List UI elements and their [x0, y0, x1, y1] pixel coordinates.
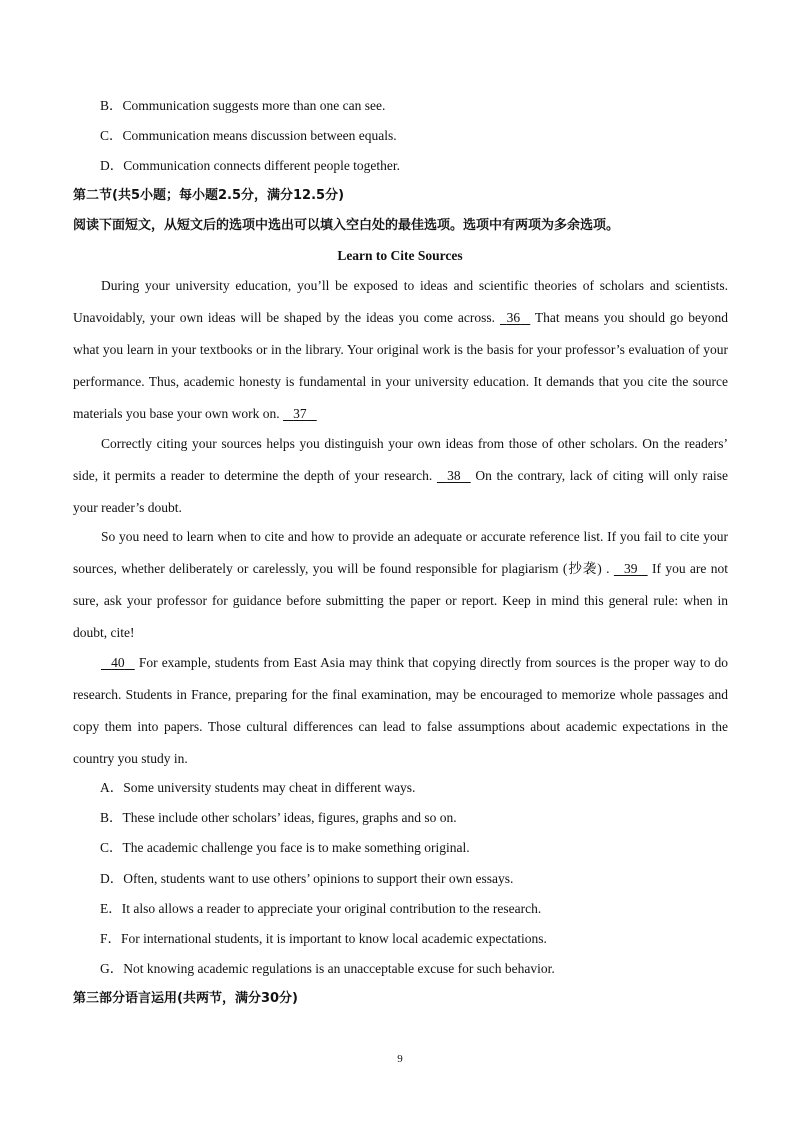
paragraph-4	[73, 647, 728, 775]
paragraph-2-part-b: On the contrary, lack of citing will only raise your reader’s doubt.	[73, 468, 729, 515]
answer-option-f: F．For international students, it is important to know local academic expectations.	[100, 931, 547, 946]
paragraph-3-part-b: If you are not sure, ask your professor for guidance before submitting the paper or report. Keep in mind this general rule: when in doubt, cite!	[73, 561, 729, 640]
blank-36-number: 36	[506, 310, 521, 325]
blank-40-number: 40	[111, 655, 125, 670]
answer-option-a: A．Some university students may cheat in different ways.	[100, 780, 416, 795]
paragraph-1	[73, 270, 728, 430]
blank-38	[437, 460, 471, 492]
blank-40	[101, 647, 135, 679]
answer-option-b: B．These include other scholars’ ideas, figures, graphs and so on.	[100, 810, 457, 825]
paragraph-2	[73, 428, 728, 524]
blank-37-number: 37	[293, 406, 307, 421]
page-number: 9	[397, 1053, 403, 1065]
passage-title: Learn to Cite Sources	[337, 248, 463, 263]
blank-36	[500, 302, 530, 334]
paragraph-2-part-a: Correctly citing your sources helps you distinguish your own ideas from those of other scholars. On the readers’ side, it permits a reader to determine the depth of your research.	[73, 436, 728, 483]
paragraph-3	[73, 521, 728, 649]
paragraph-3-part-a: So you need to learn when to cite and how to provide an adequate or accurate reference list. If you fail to cite your sources, whether deliberately or carelessly, you will be found responsible for plagiarism (抄袭) .	[73, 529, 728, 576]
blank-38-number: 38	[447, 468, 461, 483]
section3-heading: 第三部分语言运用(共两节，满分30分)	[73, 991, 298, 1006]
prev-option-c: C．Communication means discussion between equals.	[100, 128, 397, 143]
paragraph-1-part-a: During your university education, you’ll be exposed to ideas and scientific theories of scholars and scientists. Unavoidably, your own ideas will be shaped by the ideas you come across.	[73, 278, 728, 325]
prev-option-b: B．Communication suggests more than one can see.	[100, 98, 386, 113]
prev-option-d: D．Communication connects different people together.	[100, 158, 401, 173]
section2-heading: 第二节(共5小题；每小题2.5分，满分12.5分)	[73, 188, 345, 203]
blank-39	[614, 553, 648, 585]
blank-39-number: 39	[624, 561, 638, 576]
answer-option-c: C．The academic challenge you face is to make something original.	[100, 840, 470, 855]
paragraph-1-part-b: That means you should go beyond what you learn in your textbooks or in the library. Your original work is the basis for your professor’s evaluation of your performance. Thus, academic honesty is fundamental in your university education. It demands that you cite the source materials you base your own work on.	[73, 310, 728, 421]
blank-37	[283, 398, 317, 430]
answer-option-d: D．Often, students want to use others’ opinions to support their own essays.	[100, 871, 514, 886]
answer-option-g: G．Not knowing academic regulations is an unacceptable excuse for such behavior.	[100, 961, 555, 976]
answer-option-e: E．It also allows a reader to appreciate your original contribution to the research.	[100, 901, 542, 916]
paragraph-4-part-b: For example, students from East Asia may think that copying directly from sources is the proper way to do research. Students in France, preparing for the final examination, may be encouraged to memorize whole passages and copy them into papers. Those cultural differences can lead to false assumptions about academic expectations in the country you study in.	[73, 655, 728, 766]
section2-instructions: 阅读下面短文，从短文后的选项中选出可以填入空白处的最佳选项。选项中有两项为多余选项。	[73, 218, 620, 233]
